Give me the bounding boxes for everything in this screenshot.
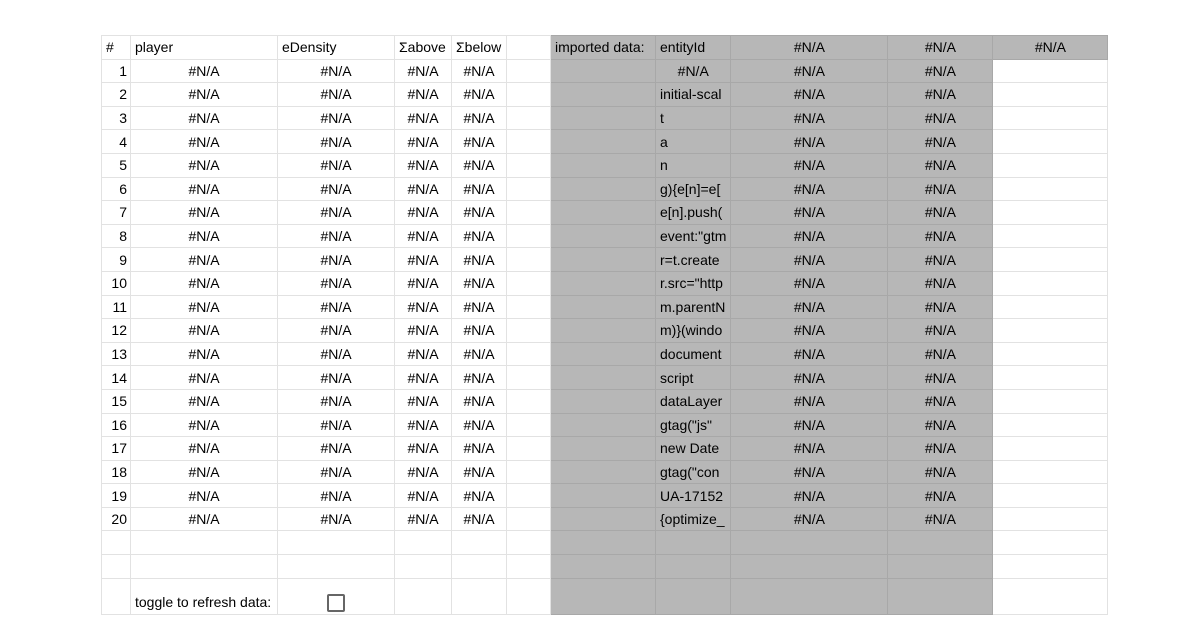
na-cell[interactable]: #N/A (731, 201, 888, 225)
table-row (102, 484, 1108, 508)
sum-above-cell[interactable]: #N/A (395, 342, 452, 366)
player-cell[interactable]: #N/A (131, 271, 278, 295)
row-number[interactable]: 9 (102, 248, 131, 272)
refresh-checkbox[interactable] (327, 594, 345, 612)
na-cell[interactable]: #N/A (731, 342, 888, 366)
imported-value-cell[interactable]: m.parentN (656, 295, 731, 319)
empty-cell[interactable] (993, 83, 1108, 107)
empty-cell[interactable] (656, 578, 731, 614)
empty-cell[interactable] (507, 36, 551, 60)
imported-value-cell[interactable]: g){e[n]=e[ (656, 177, 731, 201)
empty-cell[interactable] (395, 578, 452, 614)
sum-below-cell[interactable]: #N/A (452, 366, 507, 390)
na-cell[interactable]: #N/A (731, 248, 888, 272)
na-cell[interactable]: #N/A (888, 224, 993, 248)
sum-above-cell[interactable]: #N/A (395, 319, 452, 343)
empty-cell[interactable] (993, 248, 1108, 272)
player-cell[interactable]: #N/A (131, 224, 278, 248)
toggle-row (102, 578, 1108, 614)
imported-value-cell[interactable]: r=t.create (656, 248, 731, 272)
na-cell[interactable]: #N/A (731, 507, 888, 531)
empty-row (102, 531, 1108, 555)
imported-value-cell[interactable]: n (656, 153, 731, 177)
na-cell[interactable]: #N/A (888, 153, 993, 177)
sum-above-cell[interactable]: #N/A (395, 59, 452, 83)
na-cell[interactable]: #N/A (888, 59, 993, 83)
empty-cell[interactable] (507, 578, 551, 614)
empty-cell[interactable] (507, 177, 551, 201)
header-entity-id[interactable]: entityId (656, 36, 731, 60)
sum-above-cell[interactable]: #N/A (395, 366, 452, 390)
header-edensity[interactable]: eDensity (278, 36, 395, 60)
empty-cell[interactable] (993, 59, 1108, 83)
imported-value-cell[interactable]: e[n].push( (656, 201, 731, 225)
sum-below-cell[interactable]: #N/A (452, 437, 507, 461)
sum-above-cell[interactable]: #N/A (395, 83, 452, 107)
spreadsheet-grid (101, 35, 1108, 615)
empty-cell[interactable] (395, 531, 452, 555)
edensity-cell[interactable]: #N/A (278, 507, 395, 531)
table-row (102, 366, 1108, 390)
sum-above-cell[interactable]: #N/A (395, 177, 452, 201)
edensity-cell[interactable]: #N/A (278, 83, 395, 107)
player-cell[interactable]: #N/A (131, 366, 278, 390)
edensity-cell[interactable]: #N/A (278, 177, 395, 201)
sum-above-cell[interactable]: #N/A (395, 153, 452, 177)
row-number[interactable]: 7 (102, 201, 131, 225)
table-row (102, 295, 1108, 319)
player-cell[interactable]: #N/A (131, 460, 278, 484)
sum-below-cell[interactable]: #N/A (452, 319, 507, 343)
edensity-cell[interactable]: #N/A (278, 224, 395, 248)
table-row (102, 271, 1108, 295)
na-cell[interactable]: #N/A (888, 177, 993, 201)
table-row (102, 248, 1108, 272)
sum-below-cell[interactable]: #N/A (452, 153, 507, 177)
row-number[interactable]: 6 (102, 177, 131, 201)
empty-cell[interactable] (507, 201, 551, 225)
na-cell[interactable]: #N/A (888, 319, 993, 343)
sum-above-cell[interactable]: #N/A (395, 389, 452, 413)
sum-above-cell[interactable]: #N/A (395, 484, 452, 508)
empty-cell[interactable] (452, 555, 507, 579)
empty-cell[interactable] (395, 555, 452, 579)
row-number[interactable]: 16 (102, 413, 131, 437)
header-na-3[interactable]: #N/A (993, 36, 1108, 60)
empty-cell[interactable] (731, 578, 888, 614)
na-cell[interactable]: #N/A (888, 437, 993, 461)
imported-cell[interactable] (551, 248, 656, 272)
imported-value-cell[interactable]: a (656, 130, 731, 154)
imported-value-cell[interactable]: m)}(windo (656, 319, 731, 343)
header-sum-above[interactable]: Σabove (395, 36, 452, 60)
table-row (102, 130, 1108, 154)
imported-cell[interactable] (551, 295, 656, 319)
sum-below-cell[interactable]: #N/A (452, 460, 507, 484)
empty-cell[interactable] (102, 555, 131, 579)
row-number[interactable]: 12 (102, 319, 131, 343)
row-number[interactable]: 8 (102, 224, 131, 248)
edensity-cell[interactable]: #N/A (278, 271, 395, 295)
sum-above-cell[interactable]: #N/A (395, 248, 452, 272)
edensity-cell[interactable]: #N/A (278, 59, 395, 83)
row-number[interactable]: 3 (102, 106, 131, 130)
empty-row (102, 555, 1108, 579)
empty-cell[interactable] (452, 578, 507, 614)
imported-cell[interactable] (551, 507, 656, 531)
na-cell[interactable]: #N/A (731, 460, 888, 484)
sum-above-cell[interactable]: #N/A (395, 106, 452, 130)
player-cell[interactable]: #N/A (131, 201, 278, 225)
table-row (102, 460, 1108, 484)
edensity-cell[interactable]: #N/A (278, 413, 395, 437)
na-cell[interactable]: #N/A (888, 295, 993, 319)
empty-cell[interactable] (551, 555, 656, 579)
empty-cell[interactable] (993, 366, 1108, 390)
imported-cell[interactable] (551, 106, 656, 130)
empty-cell[interactable] (993, 531, 1108, 555)
sum-below-cell[interactable]: #N/A (452, 342, 507, 366)
empty-cell[interactable] (993, 437, 1108, 461)
row-number[interactable]: 10 (102, 271, 131, 295)
row-number[interactable]: 18 (102, 460, 131, 484)
edensity-cell[interactable]: #N/A (278, 319, 395, 343)
na-cell[interactable]: #N/A (888, 507, 993, 531)
na-cell[interactable]: #N/A (888, 83, 993, 107)
player-cell[interactable]: #N/A (131, 177, 278, 201)
sum-below-cell[interactable]: #N/A (452, 106, 507, 130)
empty-cell[interactable] (993, 224, 1108, 248)
imported-value-cell[interactable]: script (656, 366, 731, 390)
imported-cell[interactable] (551, 153, 656, 177)
empty-cell[interactable] (551, 578, 656, 614)
empty-cell[interactable] (507, 366, 551, 390)
imported-value-cell[interactable]: initial-scal (656, 83, 731, 107)
imported-cell[interactable] (551, 224, 656, 248)
empty-cell[interactable] (507, 295, 551, 319)
empty-cell[interactable] (993, 484, 1108, 508)
table-row (102, 319, 1108, 343)
imported-cell[interactable] (551, 201, 656, 225)
row-number[interactable]: 14 (102, 366, 131, 390)
empty-cell[interactable] (888, 555, 993, 579)
empty-cell[interactable] (993, 413, 1108, 437)
empty-cell[interactable] (131, 555, 278, 579)
empty-cell[interactable] (888, 578, 993, 614)
sum-below-cell[interactable]: #N/A (452, 130, 507, 154)
empty-cell[interactable] (507, 83, 551, 107)
toggle-cell[interactable] (278, 578, 395, 614)
na-cell[interactable]: #N/A (888, 106, 993, 130)
na-cell[interactable]: #N/A (888, 389, 993, 413)
table-row (102, 83, 1108, 107)
imported-cell[interactable] (551, 437, 656, 461)
imported-value-cell[interactable]: dataLayer (656, 389, 731, 413)
row-number[interactable]: 11 (102, 295, 131, 319)
imported-cell[interactable] (551, 342, 656, 366)
sum-below-cell[interactable]: #N/A (452, 59, 507, 83)
na-cell[interactable]: #N/A (888, 366, 993, 390)
player-cell[interactable]: #N/A (131, 389, 278, 413)
sum-above-cell[interactable]: #N/A (395, 201, 452, 225)
imported-value-cell[interactable]: event:"gtm (656, 224, 731, 248)
player-cell[interactable]: #N/A (131, 59, 278, 83)
empty-cell[interactable] (507, 130, 551, 154)
edensity-cell[interactable]: #N/A (278, 366, 395, 390)
empty-cell[interactable] (731, 531, 888, 555)
imported-cell[interactable] (551, 59, 656, 83)
empty-cell[interactable] (888, 531, 993, 555)
empty-cell[interactable] (993, 555, 1108, 579)
empty-cell[interactable] (993, 153, 1108, 177)
sum-below-cell[interactable]: #N/A (452, 271, 507, 295)
empty-cell[interactable] (731, 555, 888, 579)
edensity-cell[interactable]: #N/A (278, 106, 395, 130)
empty-cell[interactable] (278, 555, 395, 579)
toggle-label: toggle to refresh data: (131, 578, 278, 614)
edensity-cell[interactable]: #N/A (278, 389, 395, 413)
table-row (102, 153, 1108, 177)
sum-above-cell[interactable]: #N/A (395, 130, 452, 154)
empty-cell[interactable] (507, 153, 551, 177)
na-cell[interactable]: #N/A (731, 319, 888, 343)
na-cell[interactable]: #N/A (731, 224, 888, 248)
edensity-cell[interactable]: #N/A (278, 484, 395, 508)
player-cell[interactable]: #N/A (131, 153, 278, 177)
imported-cell[interactable] (551, 83, 656, 107)
na-cell[interactable]: #N/A (731, 106, 888, 130)
row-number[interactable]: 19 (102, 484, 131, 508)
empty-cell[interactable] (507, 224, 551, 248)
empty-cell[interactable] (507, 248, 551, 272)
edensity-cell[interactable]: #N/A (278, 248, 395, 272)
imported-cell[interactable] (551, 484, 656, 508)
sum-above-cell[interactable]: #N/A (395, 413, 452, 437)
na-cell[interactable]: #N/A (731, 59, 888, 83)
player-cell[interactable]: #N/A (131, 295, 278, 319)
edensity-cell[interactable]: #N/A (278, 153, 395, 177)
sum-below-cell[interactable]: #N/A (452, 507, 507, 531)
empty-cell[interactable] (507, 59, 551, 83)
sum-above-cell[interactable]: #N/A (395, 271, 452, 295)
sum-below-cell[interactable]: #N/A (452, 413, 507, 437)
header-na-2[interactable]: #N/A (888, 36, 993, 60)
sum-above-cell[interactable]: #N/A (395, 295, 452, 319)
empty-cell[interactable] (993, 389, 1108, 413)
table-row (102, 507, 1108, 531)
sum-above-cell[interactable]: #N/A (395, 224, 452, 248)
player-cell[interactable]: #N/A (131, 437, 278, 461)
row-number[interactable]: 2 (102, 83, 131, 107)
sum-below-cell[interactable]: #N/A (452, 389, 507, 413)
na-cell[interactable]: #N/A (731, 177, 888, 201)
empty-cell[interactable] (993, 201, 1108, 225)
na-cell[interactable]: #N/A (888, 413, 993, 437)
table-row (102, 389, 1108, 413)
sum-below-cell[interactable]: #N/A (452, 484, 507, 508)
row-number[interactable]: 15 (102, 389, 131, 413)
table-row (102, 437, 1108, 461)
imported-value-cell[interactable]: t (656, 106, 731, 130)
empty-cell[interactable] (507, 555, 551, 579)
edensity-cell[interactable]: #N/A (278, 295, 395, 319)
na-cell[interactable]: #N/A (731, 389, 888, 413)
empty-cell[interactable] (507, 437, 551, 461)
empty-cell[interactable] (507, 507, 551, 531)
header-na-1[interactable]: #N/A (731, 36, 888, 60)
empty-cell[interactable] (656, 531, 731, 555)
player-cell[interactable]: #N/A (131, 248, 278, 272)
header-sum-below[interactable]: Σbelow (452, 36, 507, 60)
empty-cell[interactable] (452, 531, 507, 555)
table-row (102, 201, 1108, 225)
empty-cell[interactable] (993, 130, 1108, 154)
player-cell[interactable]: #N/A (131, 106, 278, 130)
empty-cell[interactable] (507, 460, 551, 484)
table-row (102, 106, 1108, 130)
na-cell[interactable]: #N/A (731, 83, 888, 107)
sum-below-cell[interactable]: #N/A (452, 177, 507, 201)
row-number[interactable]: 17 (102, 437, 131, 461)
sum-above-cell[interactable]: #N/A (395, 460, 452, 484)
edensity-cell[interactable]: #N/A (278, 130, 395, 154)
empty-cell[interactable] (131, 531, 278, 555)
imported-value-cell[interactable]: document (656, 342, 731, 366)
imported-value-cell[interactable]: #N/A (656, 59, 731, 83)
na-cell[interactable]: #N/A (888, 248, 993, 272)
row-number[interactable]: 20 (102, 507, 131, 531)
empty-cell[interactable] (993, 295, 1108, 319)
table-row (102, 59, 1108, 83)
header-row (102, 36, 1108, 60)
edensity-cell[interactable]: #N/A (278, 437, 395, 461)
na-cell[interactable]: #N/A (731, 484, 888, 508)
edensity-cell[interactable]: #N/A (278, 201, 395, 225)
empty-cell[interactable] (507, 319, 551, 343)
sum-below-cell[interactable]: #N/A (452, 295, 507, 319)
na-cell[interactable]: #N/A (731, 366, 888, 390)
player-cell[interactable]: #N/A (131, 413, 278, 437)
na-cell[interactable]: #N/A (731, 153, 888, 177)
player-cell[interactable]: #N/A (131, 319, 278, 343)
imported-cell[interactable] (551, 130, 656, 154)
empty-cell[interactable] (993, 106, 1108, 130)
empty-cell[interactable] (507, 271, 551, 295)
imported-cell[interactable] (551, 460, 656, 484)
empty-cell[interactable] (507, 531, 551, 555)
empty-cell[interactable] (507, 106, 551, 130)
na-cell[interactable]: #N/A (731, 271, 888, 295)
na-cell[interactable]: #N/A (888, 460, 993, 484)
empty-cell[interactable] (656, 555, 731, 579)
empty-cell[interactable] (507, 484, 551, 508)
empty-cell[interactable] (507, 342, 551, 366)
player-cell[interactable]: #N/A (131, 130, 278, 154)
na-cell[interactable]: #N/A (731, 437, 888, 461)
sum-below-cell[interactable]: #N/A (452, 201, 507, 225)
na-cell[interactable]: #N/A (731, 413, 888, 437)
empty-cell[interactable] (102, 531, 131, 555)
imported-value-cell[interactable]: r.src="http (656, 271, 731, 295)
table-row (102, 224, 1108, 248)
empty-cell[interactable] (507, 413, 551, 437)
row-number[interactable]: 4 (102, 130, 131, 154)
imported-cell[interactable] (551, 389, 656, 413)
header-player[interactable]: player (131, 36, 278, 60)
na-cell[interactable]: #N/A (731, 295, 888, 319)
empty-cell[interactable] (551, 531, 656, 555)
empty-cell[interactable] (278, 531, 395, 555)
na-cell[interactable]: #N/A (888, 271, 993, 295)
na-cell[interactable]: #N/A (888, 484, 993, 508)
imported-cell[interactable] (551, 319, 656, 343)
row-number[interactable]: 5 (102, 153, 131, 177)
sum-below-cell[interactable]: #N/A (452, 224, 507, 248)
na-cell[interactable]: #N/A (888, 342, 993, 366)
imported-value-cell[interactable]: {optimize_ (656, 507, 731, 531)
na-cell[interactable]: #N/A (731, 130, 888, 154)
table-row (102, 342, 1108, 366)
header-hash[interactable]: # (102, 36, 131, 60)
sum-above-cell[interactable]: #N/A (395, 507, 452, 531)
sum-below-cell[interactable]: #N/A (452, 248, 507, 272)
na-cell[interactable]: #N/A (888, 201, 993, 225)
empty-cell[interactable] (993, 177, 1108, 201)
imported-value-cell[interactable]: new Date (656, 437, 731, 461)
table-row (102, 177, 1108, 201)
row-number[interactable]: 13 (102, 342, 131, 366)
row-number[interactable]: 1 (102, 59, 131, 83)
empty-cell[interactable] (993, 507, 1108, 531)
player-cell[interactable]: #N/A (131, 484, 278, 508)
edensity-cell[interactable]: #N/A (278, 342, 395, 366)
imported-cell[interactable] (551, 271, 656, 295)
player-cell[interactable]: #N/A (131, 342, 278, 366)
imported-value-cell[interactable]: gtag("js" (656, 413, 731, 437)
empty-cell[interactable] (993, 319, 1108, 343)
empty-cell[interactable] (507, 389, 551, 413)
imported-cell[interactable] (551, 177, 656, 201)
imported-value-cell[interactable]: UA-17152 (656, 484, 731, 508)
player-cell[interactable]: #N/A (131, 507, 278, 531)
empty-cell[interactable] (993, 271, 1108, 295)
player-cell[interactable]: #N/A (131, 83, 278, 107)
empty-cell[interactable] (993, 578, 1108, 614)
table-row (102, 413, 1108, 437)
imported-cell[interactable] (551, 413, 656, 437)
empty-cell[interactable] (993, 342, 1108, 366)
sum-below-cell[interactable]: #N/A (452, 83, 507, 107)
edensity-cell[interactable]: #N/A (278, 460, 395, 484)
empty-cell[interactable] (993, 460, 1108, 484)
header-imported-label[interactable]: imported data: (551, 36, 656, 60)
empty-cell[interactable] (102, 578, 131, 614)
imported-value-cell[interactable]: gtag("con (656, 460, 731, 484)
na-cell[interactable]: #N/A (888, 130, 993, 154)
imported-cell[interactable] (551, 366, 656, 390)
sum-above-cell[interactable]: #N/A (395, 437, 452, 461)
